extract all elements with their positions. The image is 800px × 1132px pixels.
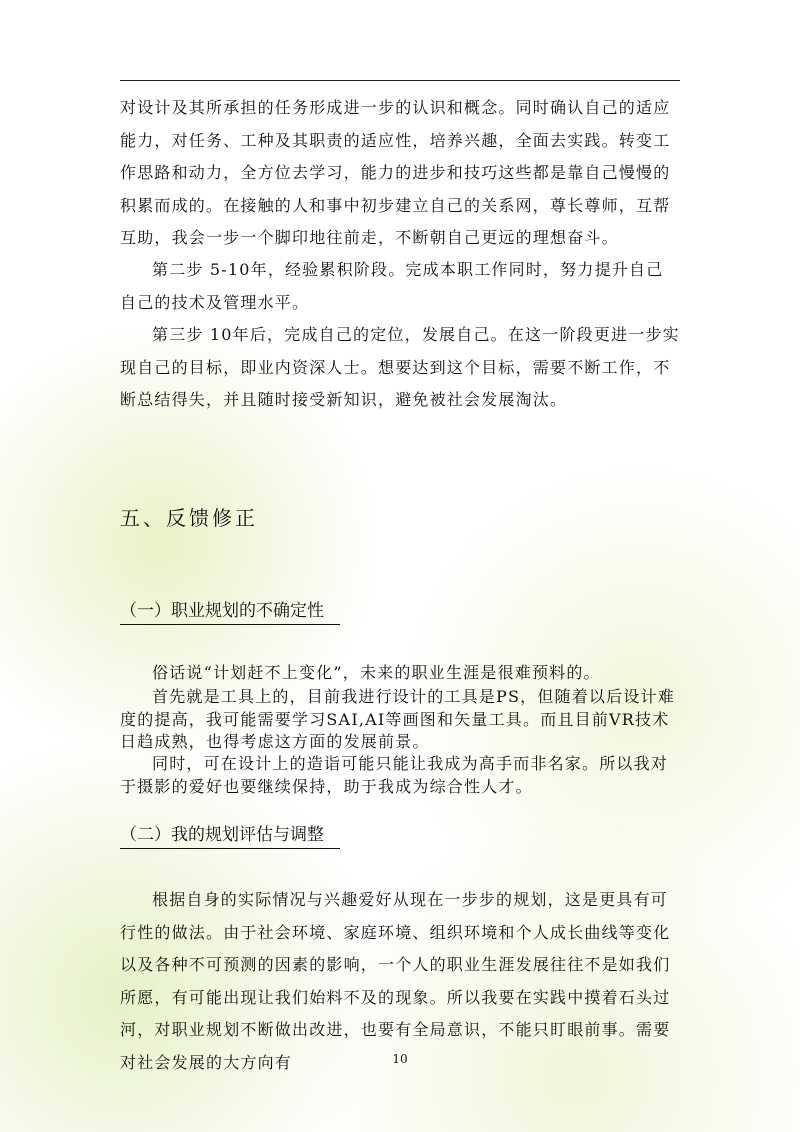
header-rule — [120, 80, 680, 81]
paragraph-evaluation: 根据自身的实际情况与兴趣爱好从现在一步步的规划，这是更具有可行性的做法。由于社会环境、家庭环境、组织环境和个人成长曲线等变化以及各种不可预测的因素的影响，一个人的职业生涯发展往往不是如我们所愿，有可能出现让我们始料不及的现象。所以我要在实践中摸着石头过河，对职业规划不断做出改进，也要有全局意识，不能只盯眼前事。需要对社会发展的大方向有 — [120, 890, 671, 1072]
page-number: 10 — [392, 1052, 408, 1066]
paragraph-step-three: 第三步 10年后，完成自己的定位，发展自己。在这一阶段更进一步实现自己的目标，即业内资深人士。想要达到这个目标，需要不断工作，不断总结得失，并且随时接受新知识，避免被社会发展淘汰。 — [120, 325, 680, 409]
subsection-heading-uncertainty: （一）职业规划的不确定性 — [120, 600, 340, 625]
paragraph-step-two: 第二步 5-10年，经验累积阶段。完成本职工作同时，努力提升自己自己的技术及管理水平。 — [120, 260, 664, 312]
paragraph-continuation: 对设计及其所承担的任务形成进一步的认识和概念。同时确认自己的适应能力，对任务、工种及其职责的适应性，培养兴趣，全面去实践。转变工作思路和动力，全方位去学习，能力的进步和技巧这些都是靠自己慢慢的积累而成的。在接触的人和事中初步建立自己的关系网，尊长尊师，互帮互助，我会一步一个脚印地往前走，不断朝自己更远的理想奋斗。 — [120, 98, 671, 247]
paragraph-tools: 首先就是工具上的，目前我进行设计的工具是PS，但随着以后设计难度的提高，我可能需要学习SAI,AI等画图和矢量工具。而且目前VR技术日趋成熟，也得考虑这方面的发展前景。 — [120, 687, 675, 751]
section-heading-feedback: 五、反馈修正 — [120, 506, 258, 530]
paragraph-proverb: 俗话说“计划赶不上变化”，未来的职业生涯是很难预料的。 — [152, 663, 601, 682]
subsection-heading-evaluation: （二）我的规划评估与调整 — [120, 824, 340, 849]
paragraph-photography: 同时，可在设计上的造诣可能只能让我成为高手而非名家。所以我对于摄影的爱好也要继续保持，助于我成为综合性人才。 — [120, 754, 669, 796]
